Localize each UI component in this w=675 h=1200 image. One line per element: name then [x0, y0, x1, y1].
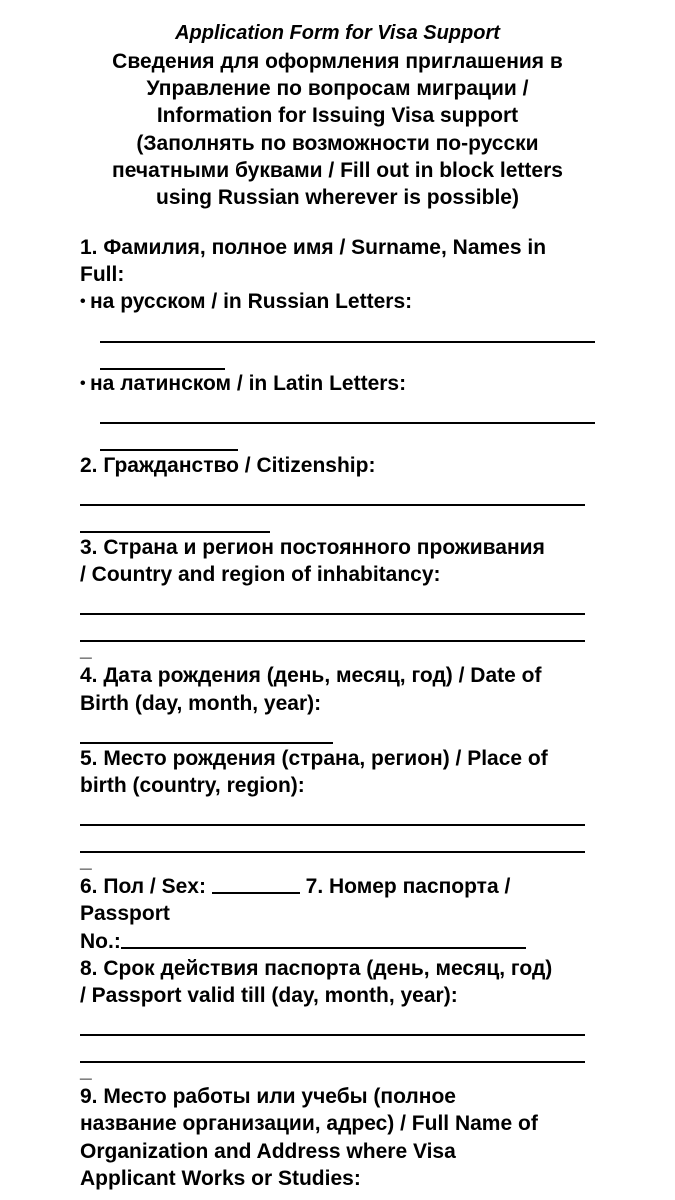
- name-russian-blank-continued[interactable]: [100, 343, 225, 370]
- form-title: [70, 48, 605, 211]
- sex-label: 6. Пол / Sex:: [80, 875, 206, 899]
- bullet-icon: •: [80, 374, 86, 392]
- sex-passport-row: [80, 873, 595, 900]
- title-line: using Russian wherever is possible): [156, 186, 519, 210]
- place-of-birth-blank[interactable]: [80, 799, 585, 826]
- citizenship-blank[interactable]: [80, 479, 585, 506]
- title-line: Управление по вопросам миграции /: [146, 77, 529, 101]
- question-date-of-birth: [80, 662, 595, 743]
- question-label: / Country and region of inhabitancy:: [80, 563, 441, 587]
- passport-valid-blank-stub: _: [80, 1059, 92, 1083]
- name-russian-blank[interactable]: [100, 316, 595, 343]
- passport-valid-blank[interactable]: [80, 1009, 585, 1036]
- passport-number-label: 7. Номер паспорта /: [305, 875, 511, 899]
- title-line: Information for Issuing Visa support: [156, 104, 519, 128]
- passport-number-label-cont: Passport: [80, 902, 170, 926]
- russian-letters-label: • на русском / in Russian Letters:: [80, 288, 595, 315]
- place-of-birth-blank-2[interactable]: [80, 826, 585, 853]
- title-line: Сведения для оформления приглашения в: [112, 50, 563, 73]
- inhabitancy-blank[interactable]: [80, 588, 585, 615]
- latin-letters-label: • на латинском / in Latin Letters:: [80, 370, 595, 397]
- inhabitancy-blank-2[interactable]: [80, 615, 585, 642]
- name-latin-blank-continued[interactable]: [100, 424, 238, 451]
- question-label: название организации, адрес) / Full Name of: [80, 1112, 538, 1136]
- date-of-birth-blank[interactable]: [80, 717, 333, 744]
- inhabitancy-blank-stub: _: [80, 638, 92, 662]
- question-label: 1. Фамилия, полное имя / Surname, Names in: [80, 236, 547, 259]
- question-passport-valid-till: [80, 955, 595, 1083]
- name-latin-blank[interactable]: [100, 397, 595, 424]
- form-subtitle: Application Form for Visa Support: [175, 22, 500, 44]
- question-citizenship: [80, 452, 595, 533]
- title-line: (Заполнять по возможности по-русски: [136, 131, 539, 155]
- question-label: 3. Страна и регион постоянного проживания: [80, 536, 545, 560]
- passport-number-row: No.:: [80, 928, 595, 955]
- title-line: печатными буквами / Fill out in block letters: [112, 158, 563, 182]
- bullet-icon: •: [80, 293, 86, 311]
- question-full-name: [80, 234, 595, 451]
- question-label: Organization and Address where Visa: [80, 1139, 456, 1163]
- question-label: / Passport valid till (day, month, year):: [80, 984, 458, 1008]
- question-label: 9. Место работы или учебы (полное: [80, 1085, 456, 1109]
- passport-number-blank[interactable]: [121, 928, 526, 949]
- question-country-of-inhabitancy: [80, 534, 595, 662]
- question-label: 5. Место рождения (страна, регион) / Place of: [80, 746, 548, 770]
- question-label: 8. Срок действия паспорта (день, месяц, год): [80, 956, 553, 980]
- question-place-of-birth: [80, 745, 595, 873]
- question-label: birth (country, region):: [80, 774, 305, 798]
- form-body: [80, 234, 595, 1192]
- question-label: Birth (day, month, year):: [80, 691, 322, 715]
- question-sex-passport: [80, 873, 595, 955]
- citizenship-blank-continued[interactable]: [80, 506, 270, 533]
- question-label: 4. Дата рождения (день, месяц, год) / Date of: [80, 664, 542, 688]
- question-label: 2. Гражданство / Citizenship:: [80, 453, 376, 477]
- place-of-birth-blank-stub: _: [80, 849, 92, 873]
- question-label: Full:: [80, 263, 125, 287]
- passport-valid-blank-2[interactable]: [80, 1036, 585, 1063]
- question-label: Applicant Works or Studies:: [80, 1166, 361, 1190]
- question-workplace: [80, 1083, 595, 1192]
- sex-blank[interactable]: [212, 873, 300, 894]
